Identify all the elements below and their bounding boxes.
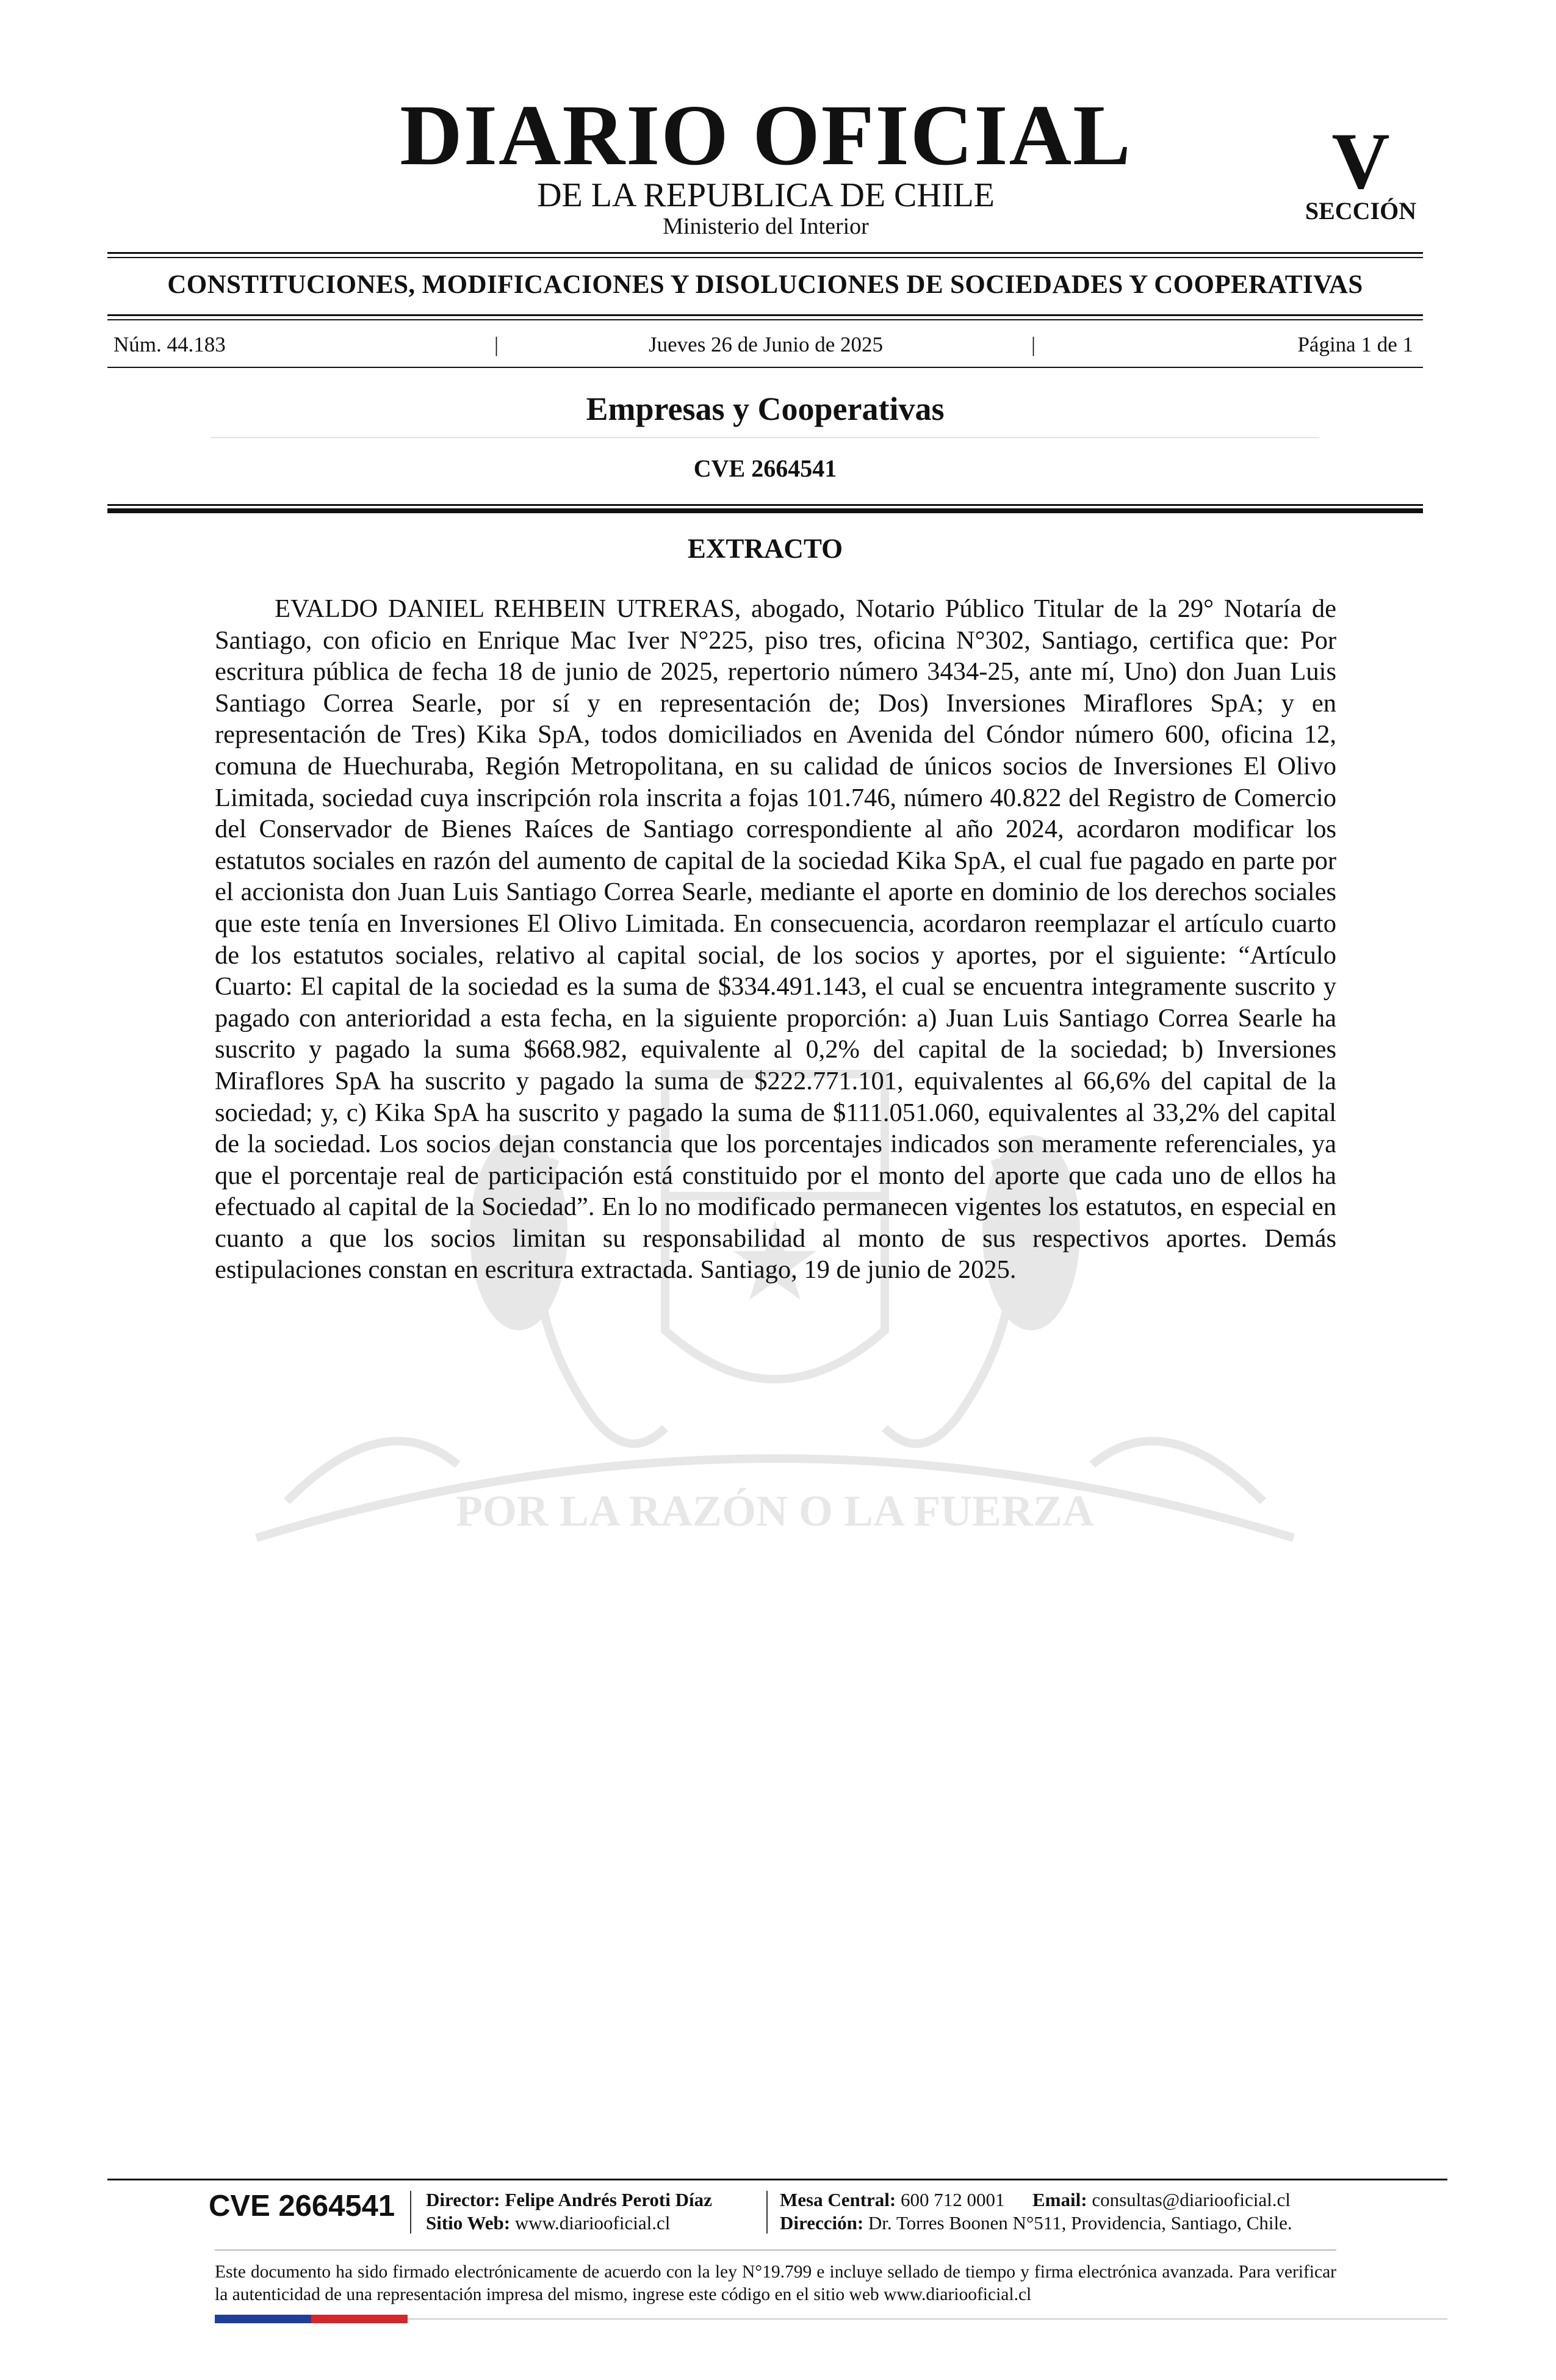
email-link[interactable]: consultas@diariooficial.cl xyxy=(1092,2189,1291,2210)
masthead-subtitle: DE LA REPUBLICA DE CHILE xyxy=(537,176,995,214)
band-rule-top xyxy=(107,314,1423,316)
footer-director xyxy=(426,2188,712,2212)
section-label: SECCIÓN xyxy=(1305,197,1417,225)
footer-divider-right xyxy=(766,2191,768,2234)
footer-website xyxy=(426,2212,670,2235)
watermark-motto: POR LA RAZÓN O LA FUERZA xyxy=(455,1487,1095,1535)
page-indicator: Página 1 de 1 xyxy=(1297,333,1413,356)
director-name: Felipe Andrés Peroti Díaz xyxy=(505,2189,712,2210)
section-letter: V xyxy=(1331,116,1390,206)
address-value: Dr. Torres Boonen N°511, Providencia, Santiago, Chile. xyxy=(868,2212,1292,2234)
meta-separator-right: | xyxy=(1031,333,1036,356)
footer-inner-rule xyxy=(215,2249,1336,2251)
flag-stripe-blue xyxy=(215,2315,311,2323)
header-rule-thick xyxy=(107,508,1423,513)
footer-address xyxy=(780,2212,1292,2235)
website-link[interactable]: www.diariooficial.cl xyxy=(514,2212,671,2234)
header-rule-thin xyxy=(107,504,1423,506)
band-rule-bottom xyxy=(107,319,1423,320)
masthead-title: DIARIO OFICIAL xyxy=(400,87,1132,183)
footer-legal-notice: Este documento ha sido firmado electrónicamente de acuerdo con la ley N°19.799 e incluye sellado de tiempo y firma electrónica avanzada. Para verificar la autenticidad de una representación impresa del mismo, ingrese este código en el sitio web www.diariooficial.cl xyxy=(215,2262,1336,2304)
mesa-label: Mesa Central: xyxy=(780,2189,896,2210)
email-label: Email: xyxy=(1032,2189,1087,2210)
website-label: Sitio Web: xyxy=(426,2212,511,2234)
band-title: CONSTITUCIONES, MODIFICACIONES Y DISOLUCIONES DE SOCIEDADES Y COOPERATIVAS xyxy=(167,270,1363,299)
cve-code: CVE 2664541 xyxy=(693,455,837,482)
address-label: Dirección: xyxy=(780,2212,864,2234)
extract-body: EVALDO DANIEL REHBEIN UTRERAS, abogado, Notario Público Titular de la 29° Notaría de Santiago, con oficio en Enrique Mac Iver N°225, piso tres, oficina N°302, Santiago, certifica que: Por escritura pública de fecha 18 de junio de 2025, repertorio número 3434-25, ante mí, Uno) don Juan Luis Santiago Correa Searle, por sí y en representación de; Dos) Inversiones Miraflores SpA; y en representación de Tres) Kika SpA, todos domiciliados en Avenida del Cóndor número 600, oficina 12, comuna de Huechuraba, Región Metropolitana, en su calidad de únicos socios de Inversiones El Olivo Limitada, sociedad cuya inscripción rola inscrita a fojas 101.746, número 40.822 del Registro de Comercio del Conservador de Bienes Raíces de Santiago correspondiente al año 2024, acordaron modificar los estatutos sociales en razón del aumento de capital de la sociedad Kika SpA, el cual fue pagado en parte por el accionista don Juan Luis Santiago Correa Searle, mediante el aporte en dominio de los derechos sociales que este tenía en Inversiones El Olivo Limitada. En consecuencia, acordaron reemplazar el artículo cuarto de los estatutos sociales, relativo al capital social, de los socios y aportes, por el siguiente: “Artículo Cuarto: El capital de la sociedad es la suma de $334.491.143, el cual se encuentra integramente suscrito y pagado con anterioridad a esta fecha, en la siguiente proporción: a) Juan Luis Santiago Correa Searle ha suscrito y pagado la suma $668.982, equivalente al 0,2% del capital de la sociedad; b) Inversiones Miraflores SpA ha suscrito y pagado la suma de $222.771.101, equivalentes al 66,6% del capital de la sociedad; y, c) Kika SpA ha suscrito y pagado la suma de $111.051.060, equivalentes al 33,2% del capital de la sociedad. Los socios dejan constancia que los porcentajes indicados son meramente referenciales, ya que el porcentaje real de participación está constituido por el monto del aporte que cada uno de ellos ha efectuado al capital de la Sociedad”. En lo no modificado permanecen vigentes los estatutos, en especial en cuanto a que los socios limitan su responsabilidad al monto de sus respectivos aportes. Demás estipulaciones constan en escritura extractada. Santiago, 19 de junio de 2025. xyxy=(215,594,1336,1285)
footer-bottom-rule xyxy=(408,2318,1447,2320)
footer-rule xyxy=(107,2179,1447,2180)
mesa-phone: 600 712 0001 xyxy=(901,2189,1005,2210)
director-label: Director: xyxy=(426,2189,500,2210)
meta-rule xyxy=(107,367,1423,368)
masthead-rule-top xyxy=(107,252,1423,254)
footer-cve: CVE 2664541 xyxy=(209,2190,395,2223)
flag-stripe-red xyxy=(311,2315,408,2323)
section-name-underline xyxy=(211,437,1319,438)
masthead-ministry: Ministerio del Interior xyxy=(663,214,869,239)
heading-extracto: EXTRACTO xyxy=(687,533,843,564)
footer-contact xyxy=(780,2188,1291,2212)
meta-separator-left: | xyxy=(494,333,499,356)
section-name: Empresas y Cooperativas xyxy=(586,391,945,427)
issue-number: Núm. 44.183 xyxy=(113,333,226,356)
issue-date: Jueves 26 de Junio de 2025 xyxy=(649,333,883,356)
footer-divider-left xyxy=(410,2191,411,2234)
masthead-rule-bottom xyxy=(107,257,1423,258)
